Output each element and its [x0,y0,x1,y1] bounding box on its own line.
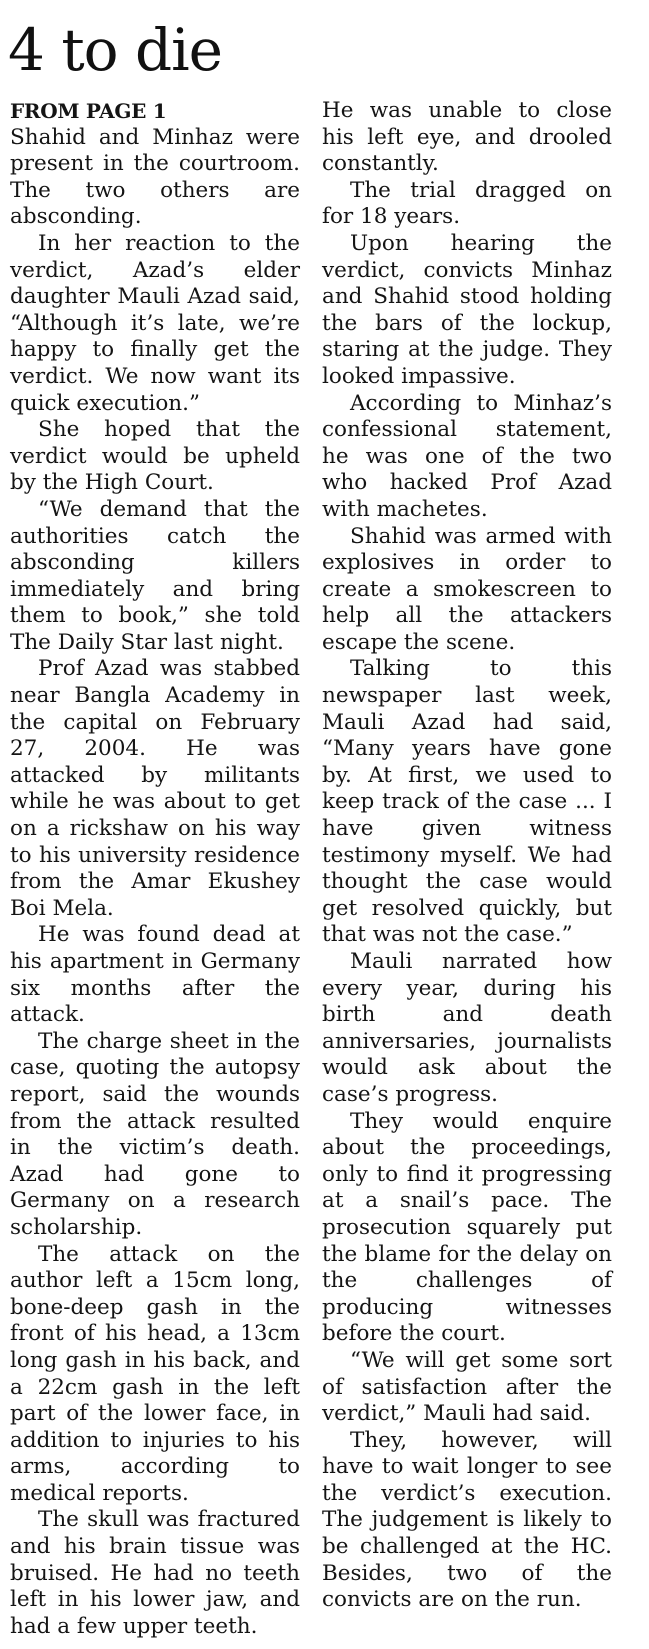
paragraph: The attack on the author left a 15cm long, bone-deep gash in the front of his head, a 13cm long gash in his back, and a 22cm gash in the left part of the lower face, in addition to injuries to his arms, according to medical reports. [10,1241,300,1506]
paragraph: They, however, will have to wait longer to see the verdict’s execution. The judgement is likely to be challenged at the HC. Besides, two of the convicts are on the run. [322,1427,612,1613]
dateline: FROM PAGE 1 [10,99,167,123]
paragraph: Shahid was armed with explosives in order to create a smokescreen to help all the attackers escape the scene. [322,523,612,655]
paragraph: The charge sheet in the case, quoting the autopsy report, said the wounds from the attack resulted in the victim’s death. Azad had gone to Germany on a research scholarship. [10,1028,300,1240]
paragraph: He was unable to close his left eye, and drooled constantly. [322,98,612,177]
paragraph: Mauli narrated how every year, during his birth and death anniversaries, journalists would ask about the case’s progress. [322,949,612,1107]
paragraph: According to Minhaz’s confessional statement, he was one of the two who hacked Prof Azad with machetes. [322,390,612,522]
paragraph: The trial dragged on for 18 years. [322,177,612,230]
paragraph: “We demand that the authorities catch the absconding killers immediately and bring them to book,” she told The Daily Star last night. [10,496,300,655]
right-column [322,98,612,1614]
paragraph: In her reaction to the verdict, Azad’s elder daughter Mauli Azad said, “Although it’s late, we’re happy to finally get the verdict. We now want its quick execution.” [10,230,300,416]
paragraph: He was found dead at his apartment in Germany six months after the attack. [10,922,300,1028]
paragraph: Prof Azad was stabbed near Bangla Academy in the capital on February 27, 2004. He was attacked by militants while he was about to get on a rickshaw on his way to his university residence from the Amar Ekushey Boi Mela. [10,656,300,921]
left-column [10,98,300,1640]
paragraph: Shahid and Minhaz were present in the courtroom. The two others are absconding. [10,124,300,230]
paragraph: She hoped that the verdict would be upheld by the High Court. [10,417,300,496]
paragraph: “We will get some sort of satisfaction after the verdict,” Mauli had said. [322,1347,612,1427]
paragraph: The skull was fractured and his brain tissue was bruised. He had no teeth left in his lower jaw, and had a few upper teeth. [10,1507,300,1639]
paragraph: They would enquire about the proceedings, only to find it progressing at a snail’s pace. The prosecution squarely put the blame for the delay on the challenges of producing witnesses before the court. [322,1108,612,1347]
headline: 4 to die [8,16,223,84]
paragraph: Upon hearing the verdict, convicts Minhaz and Shahid stood holding the bars of the lockup, staring at the judge. They looked impassive. [322,230,612,389]
paragraph: Talking to this newspaper last week, Mauli Azad had said, “Many years have gone by. At first, we used to keep track of the case ... I have given witness testimony myself. We had thought the case would get resolved quickly, but that was not the case.” [322,656,612,948]
